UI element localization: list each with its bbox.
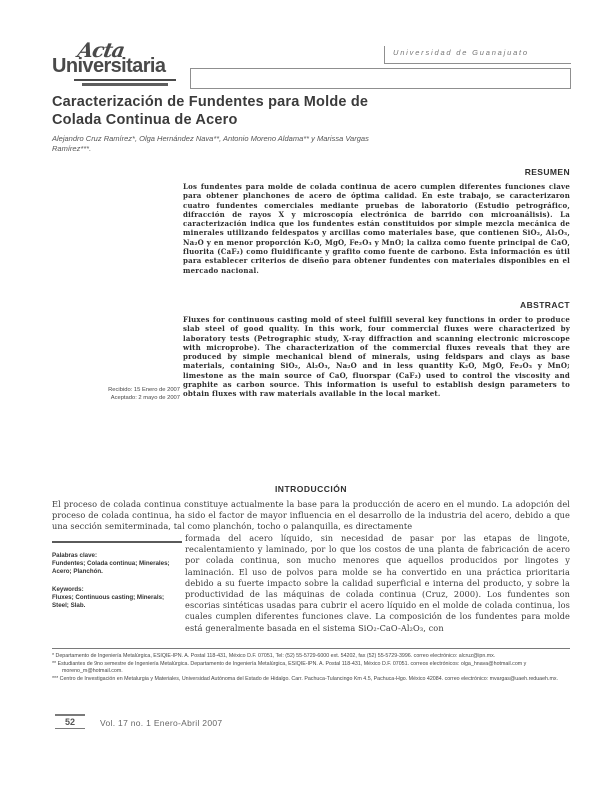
keywords-es-text: Fundentes; Colada continua; Minerales; Acero; Planchón. [52, 560, 170, 575]
introduction-paragraph-2: formada del acero líquido, sin necesidad de pasar por las etapas de lingote, recalentamiento y laminado, por lo que los costos de una planta de fabricación de acero por colada continua, son mucho menores que aquellos producidos por lingotes y laminación. El uso de polvos para molde se ha convertido en una práctica prioritaria debido a su fuerte impacto sobre la calidad superficial e interna del producto, y sobre la productividad de las máquinas de colada continua (Cruz, 2000). Los fundentes son escorias sintéticas usadas para cubrir el acero líquido en el molde de colada continua, los cuales cumplen diferentes funciones clave. La composición de los fundentes para molde está generalmente basada en el sistema SiO₂-CaO-Al₂O₃, con [185, 533, 570, 633]
keywords-en-label: Keywords: [52, 586, 84, 593]
keywords-es-label: Palabras clave: [52, 552, 98, 559]
footnote-separator [52, 648, 570, 649]
received-date: Recibido: 15 Enero de 2007 [108, 387, 180, 393]
resumen-heading: RESUMEN [524, 167, 570, 177]
footnote-1: * Departamento de Ingeniería Metalúrgica, ESIQIE-IPN. A. Postal 118-431, México D.F. 07051, Tel: (52) 55-5729-6000 ext. 54202, fax (52) 55-5729-3996. correo electrónico: alcruz@ipn.mx. [52, 653, 496, 659]
sidebar-rule [52, 541, 182, 543]
volume-info: Vol. 17 no. 1 Enero-Abril 2007 [100, 718, 223, 728]
authors-line: Alejandro Cruz Ramírez*, Olga Hernández Nava**, Antonio Moreno Aldama** y Marissa Vargas Ramírez***. [52, 134, 369, 153]
logo-tagline-bar [82, 83, 168, 86]
logo-underline [74, 79, 176, 81]
footnotes-block [52, 653, 570, 684]
footnote-3: *** Centro de Investigación en Metalurgia y Materiales, Universidad Autónoma del Estado de Hidalgo. Carr. Pachuca-Tulancingo Km 4.5, Pachuca-Hgo. México 42084. correo electrónico: mvargas@uaeh.reduaeh.mx. [52, 675, 559, 682]
footnote-2: ** Estudiantes de 9no semestre de Ingeniería Metalúrgica. Departamento de Ingeniería Metalúrgica, ESIQIE-IPN. A. Postal 118-431, México D.F. 07051. correos electrónicos: olga_hnava@hotmail.com y moreno_m@hotmail.com. [52, 660, 527, 674]
header-rule-box [190, 68, 571, 89]
accepted-date: Aceptado: 2 mayo de 2007 [110, 394, 180, 401]
keywords-sidebar [52, 541, 182, 620]
logo-acta-script: Acta [75, 38, 127, 62]
article-title: Caracterización de Fundentes para Molde de Colada Continua de Acero [52, 94, 369, 128]
abstract-text: Fluxes for continuous casting mold of steel fulfill several key functions in order to produce slab steel of good quality. In this work, four commercial fluxes were characterized by laboratory tests (Petrographic study, X-ray diffraction and scanning electronic microscope with microprobe). The characterization of the commercial fluxes reveals that they are produced by simple mechanical blend of minerals, using feldspars and clays as base materials, containing SiO₂, Al₂O₃, Na₂O and in less quantity K₂O, MgO, Fe₂O₃ y MnO; limestone as the main source of CaO, fluorspar (CaF₂) used to control the viscosity and graphite as carbon source. This information is useful to establish design parameters to obtain fluxes with raw materials available in the local market. [183, 315, 570, 399]
logo-wordmark: Universitaria [52, 55, 166, 77]
journal-logo [52, 38, 192, 90]
resumen-text: Los fundentes para molde de colada continua de acero cumplen diferentes funciones clave para obtener planchones de acero de óptima calidad. En este trabajo, se caracterizaron cuatro fundentes comerciales mediante pruebas de laboratorio (Estudio petrográfico, difracción de rayos X y microscopía electrónica de barrido con microanálisis). La caracterización indica que los fundentes están constituidos por simple mezcla mecánica de minerales utilizando feldespatos y arcillas como materiales base, que contienen SiO₂, Al₂O₃, Na₂O y en menor proporción K₂O, MgO, Fe₂O₃ y MnO; la caliza como fuente principal de CaO, fluorita (CaF₂) como fluidificante y grafito como fuente de carbono. Esta información es útil para establecer criterios de diseño para obtener fundentes con materiales disponibles en el mercado nacional. [183, 182, 570, 275]
page-number: 52 [55, 714, 85, 729]
university-name-label: Universidad de Guanajuato [384, 46, 571, 64]
keywords-en-text: Fluxes; Continuous casting; Minerals; Steel; Slab. [52, 594, 165, 609]
introduction-paragraph-1: El proceso de colada continua constituye actualmente la base para la producción de acero en el mundo. La adopción del proceso de colada continua, ha sido el factor de mayor influencia en el desarrollo de la industria del acero, debido a que una sección semiterminada, tal como planchón, tocho o palanquilla, es directamente [52, 499, 570, 532]
dates-block [78, 387, 180, 402]
abstract-heading: ABSTRACT [520, 300, 570, 310]
introduction-heading: INTRODUCCIÓN [274, 484, 348, 494]
